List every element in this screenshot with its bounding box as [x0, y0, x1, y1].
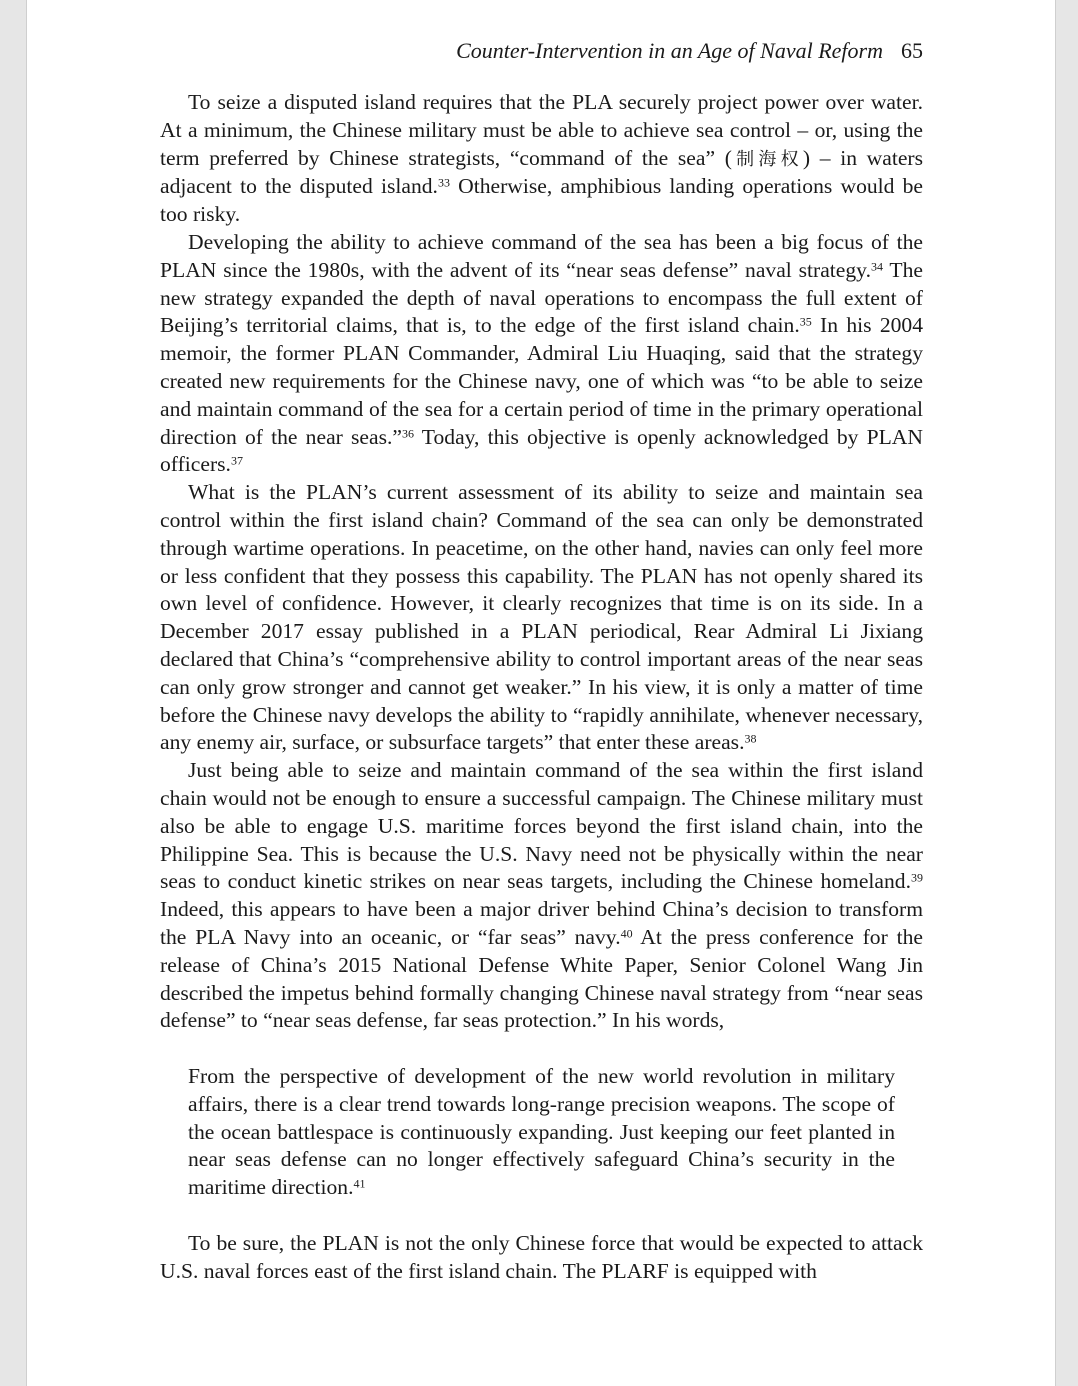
footnote-ref: 38 [744, 731, 757, 746]
paragraph-text: In his 2004 memoir, the former PLAN Commander, Admiral Liu Huaqing, said that the strategy created new requirements for the Chinese navy, one of which was “to be able to seize and maintain command of the sea for a certain period of time in the primary operational direction of the near seas.” [160, 313, 924, 449]
page-number: 65 [901, 38, 923, 63]
body-text [160, 89, 923, 1286]
paragraph-5 [160, 1230, 923, 1286]
page-edge-left [0, 0, 27, 1386]
paragraph-text: Indeed, this appears to have been a major driver behind China’s decision to transform the PLA Navy into an oceanic, or “far seas” navy. [160, 897, 923, 949]
paragraph-4 [160, 757, 923, 1035]
paragraph-text: To be sure, the PLAN is not the only Chinese force that would be expected to attack U.S. naval forces east of the first island chain. The PLARF is equipped with [160, 1231, 923, 1283]
paragraph-text: ) – in waters adjacent to the disputed island. [160, 145, 923, 199]
paragraph-text: The new strategy expanded the depth of naval operations to encompass the full extent of Beijing’s territorial claims, that is, to the edge of the first island chain. [160, 257, 923, 338]
footnote-ref: 35 [799, 314, 812, 329]
chinese-term: 制海权 [731, 148, 803, 170]
running-title: Counter-Intervention in an Age of Naval Reform [456, 38, 883, 63]
footnote-ref: 33 [437, 175, 450, 190]
paragraph-2 [160, 229, 923, 479]
paragraph-text: To seize a disputed island requires that the PLA securely project power over water. At a minimum, the Chinese military must be able to achieve sea control – or, using the term preferred by Chinese strategists, “command of the sea” ( [160, 90, 923, 170]
paragraph-text: Otherwise, amphibious landing operations would be too risky. [160, 174, 924, 227]
running-head [456, 34, 923, 68]
footnote-ref: 37 [230, 453, 243, 468]
paragraph-3 [160, 479, 923, 757]
paragraph-text: At the press conference for the release of China’s 2015 National Defense White Paper, Senior Colonel Wang Jin described the impetus behind formally changing Chinese naval strategy from “near seas defense” to “near seas defense, far seas protection.” In his words, [160, 924, 924, 1033]
footnote-ref: 40 [620, 926, 633, 941]
footnote-ref: 41 [353, 1176, 366, 1191]
paragraph-1 [160, 89, 923, 229]
paragraph-text: Developing the ability to achieve command of the sea has been a big focus of the PLAN since the 1980s, with the advent of its “near seas defense” naval strategy. [160, 229, 923, 282]
page-edge-right [1055, 0, 1078, 1386]
footnote-ref: 36 [402, 425, 414, 440]
paragraph-text: What is the PLAN’s current assessment of its ability to seize and maintain sea control within the first island chain? Command of the sea can only be demonstrated through wartime operations. In peacetime, on the other hand, navies can only feel more or less confident that they possess this capability. The PLAN has not openly shared its own level of confidence. However, it clearly recognizes that time is on its side. In a December 2017 essay published in a PLAN periodical, Rear Admiral Li Jixiang declared that China’s “comprehensive ability to control important areas of the near seas can only grow stronger and cannot get weaker.” In his view, it is only a matter of time before the Chinese navy develops the ability to “rapidly annihilate, whenever necessary, any enemy air, surface, or subsurface targets” that enter these areas. [160, 480, 923, 755]
paragraph-text: Just being able to seize and maintain command of the sea within the first island chain would not be enough to ensure a successful campaign. The Chinese military must also be able to engage U.S. maritime forces beyond the first island chain, into the Philippine Sea. This is because the U.S. Navy need not be physically within the near seas to conduct kinetic strikes on near seas targets, including the Chinese homeland. [160, 758, 923, 894]
footnote-ref: 39 [911, 870, 923, 885]
footnote-ref: 34 [870, 259, 883, 274]
quote-text: From the perspective of development of the new world revolution in military affairs, there is a clear trend towards long-range precision weapons. The scope of the ocean battlespace is continuously expanding. Just keeping our feet planted in near seas defense can no longer effectively safeguard China’s security in the maritime direction. [188, 1064, 895, 1200]
paragraph-text: Today, this objective is openly acknowledged by PLAN officers. [160, 424, 923, 477]
block-quote [188, 1063, 895, 1202]
